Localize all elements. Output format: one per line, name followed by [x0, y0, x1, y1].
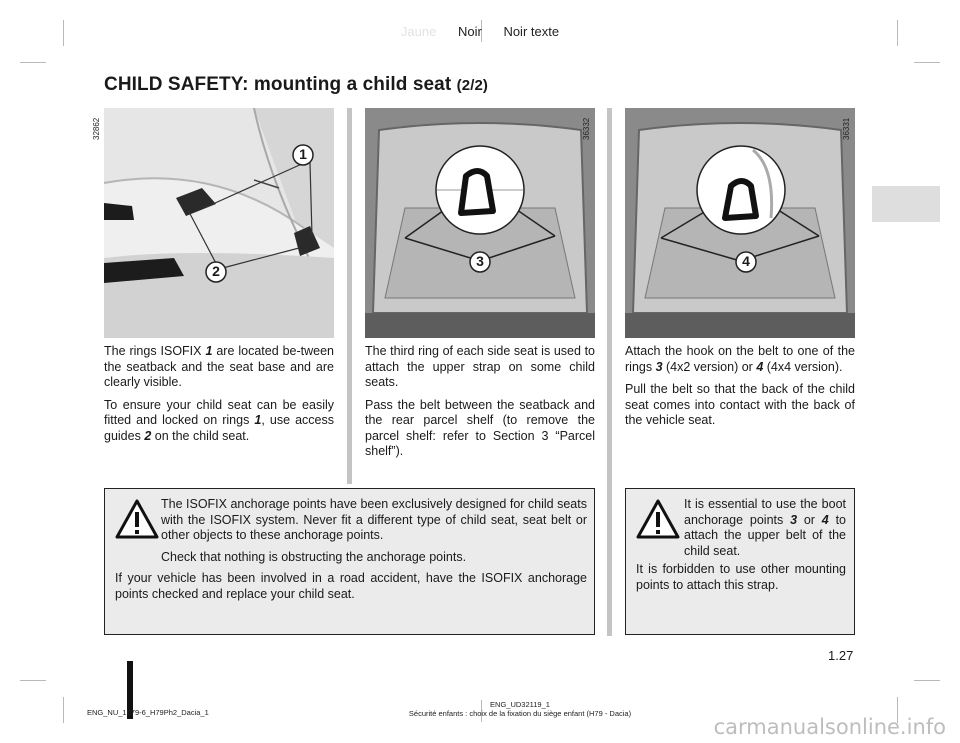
text: to attach the upper belt of the child seat. — [684, 512, 846, 558]
warning-icon — [115, 499, 159, 539]
footer-left: ENG_NU_1079-6_H79Ph2_Dacia_1 — [87, 708, 209, 717]
watermark: carmanualsonline.info — [713, 715, 946, 739]
ref-number: 2 — [144, 428, 152, 443]
ref-number: 4 — [756, 359, 764, 374]
callout-2-label: 2 — [212, 263, 220, 279]
ref-number: 1 — [254, 413, 262, 427]
warning-1-paragraph-1: The ISOFIX anchorage points have been exclusively designed for child seats with the ISOFIX system. Never fit a different type of child seat, seat belt or other objects to these anchorage points. — [161, 497, 587, 542]
col2-paragraph-2: Pass the belt between the seatback and the rear parcel shelf (to remove the parcel shelf: refer to Section 3 “Parcel shelf”). — [365, 397, 595, 458]
boot-rings-4x4-illustration — [625, 108, 855, 338]
callout-3-label: 3 — [476, 253, 484, 269]
crop-mark — [914, 62, 940, 63]
page-title-main: CHILD SAFETY: mounting a child seat — [104, 74, 452, 95]
boot-4x4-drawing — [625, 108, 855, 338]
image-ref-1: 32862 — [92, 117, 101, 140]
warning-1-paragraph-3: If your vehicle has been involved in a road accident, have the ISOFIX anchorage points checked and replace your child seat. — [115, 571, 587, 601]
crop-mark — [20, 680, 46, 681]
text: , use access guides — [104, 413, 334, 443]
column-1-text — [104, 344, 334, 451]
crop-mark — [914, 680, 940, 681]
section-tab — [872, 186, 940, 222]
column-2-text — [365, 344, 595, 467]
footer-center-line-1: ENG_UD32119_1 — [490, 700, 550, 709]
footer-center-line-2: Sécurité enfants : choix de la fixation du siège enfant (H79 - Dacia) — [408, 709, 632, 718]
image-ref-3: 36331 — [842, 117, 851, 140]
boot-anchorage-warning-box — [625, 488, 855, 635]
col3-paragraph-1 — [625, 344, 855, 375]
warning-1-paragraph-2: Check that nothing is obstructing the anchorage points. — [161, 549, 467, 564]
isofix-seat-illustration — [104, 108, 334, 338]
column-separator — [607, 108, 612, 636]
column-3-text — [625, 344, 855, 436]
warning-icon — [636, 499, 680, 539]
text: The rings ISOFIX — [104, 344, 206, 358]
text: To ensure your child seat can be easily fitted and locked on rings — [104, 397, 334, 427]
text: or — [797, 512, 822, 527]
isofix-seat-drawing — [104, 108, 334, 338]
col1-paragraph-2 — [104, 398, 334, 445]
text: on the child seat. — [151, 428, 250, 443]
callout-4-label: 4 — [742, 253, 750, 269]
page-number: 1.27 — [828, 648, 854, 663]
boot-4x2-drawing — [365, 108, 595, 338]
crop-mark — [63, 697, 64, 723]
ref-number: 3 — [790, 512, 798, 527]
col1-paragraph-1 — [104, 344, 334, 391]
isofix-warning-box — [104, 488, 595, 635]
warning-1-text — [161, 497, 587, 571]
color-label-noir: Noir — [457, 24, 482, 39]
col2-paragraph-1: The third ring of each side seat is used to attach the upper strap on some child seats. — [365, 344, 595, 389]
col3-paragraph-2: Pull the belt so that the back of the child seat comes into contact with the back of the vehicle seat. — [625, 382, 855, 427]
ref-number: 4 — [821, 512, 829, 527]
callout-1-label: 1 — [299, 146, 307, 162]
color-label-jaune: Jaune — [400, 24, 437, 39]
ref-number: 1 — [205, 344, 213, 358]
text: are located be-tween the seatback and the seat base and are clearly visible. — [104, 344, 335, 389]
image-ref-2: 36332 — [582, 117, 591, 140]
color-label-noir-texte: Noir texte — [503, 24, 560, 39]
crop-mark — [20, 62, 46, 63]
boot-rings-4x2-illustration — [365, 108, 595, 338]
page-title — [104, 74, 488, 96]
text: (4x2 version) or — [662, 359, 757, 374]
text: Attach the hook on the belt to one of the rings — [625, 344, 855, 374]
page-title-part: (2/2) — [456, 77, 489, 94]
warning-2-paragraph-1 — [684, 497, 846, 559]
column-separator — [347, 108, 352, 484]
warning-2-paragraph-2: It is forbidden to use other mounting points to attach this strap. — [636, 562, 846, 592]
ref-number: 3 — [655, 359, 663, 374]
text: (4x4 version). — [763, 359, 843, 374]
print-color-header — [0, 24, 960, 39]
text: It is essential to use the boot anchorage points — [684, 497, 846, 527]
